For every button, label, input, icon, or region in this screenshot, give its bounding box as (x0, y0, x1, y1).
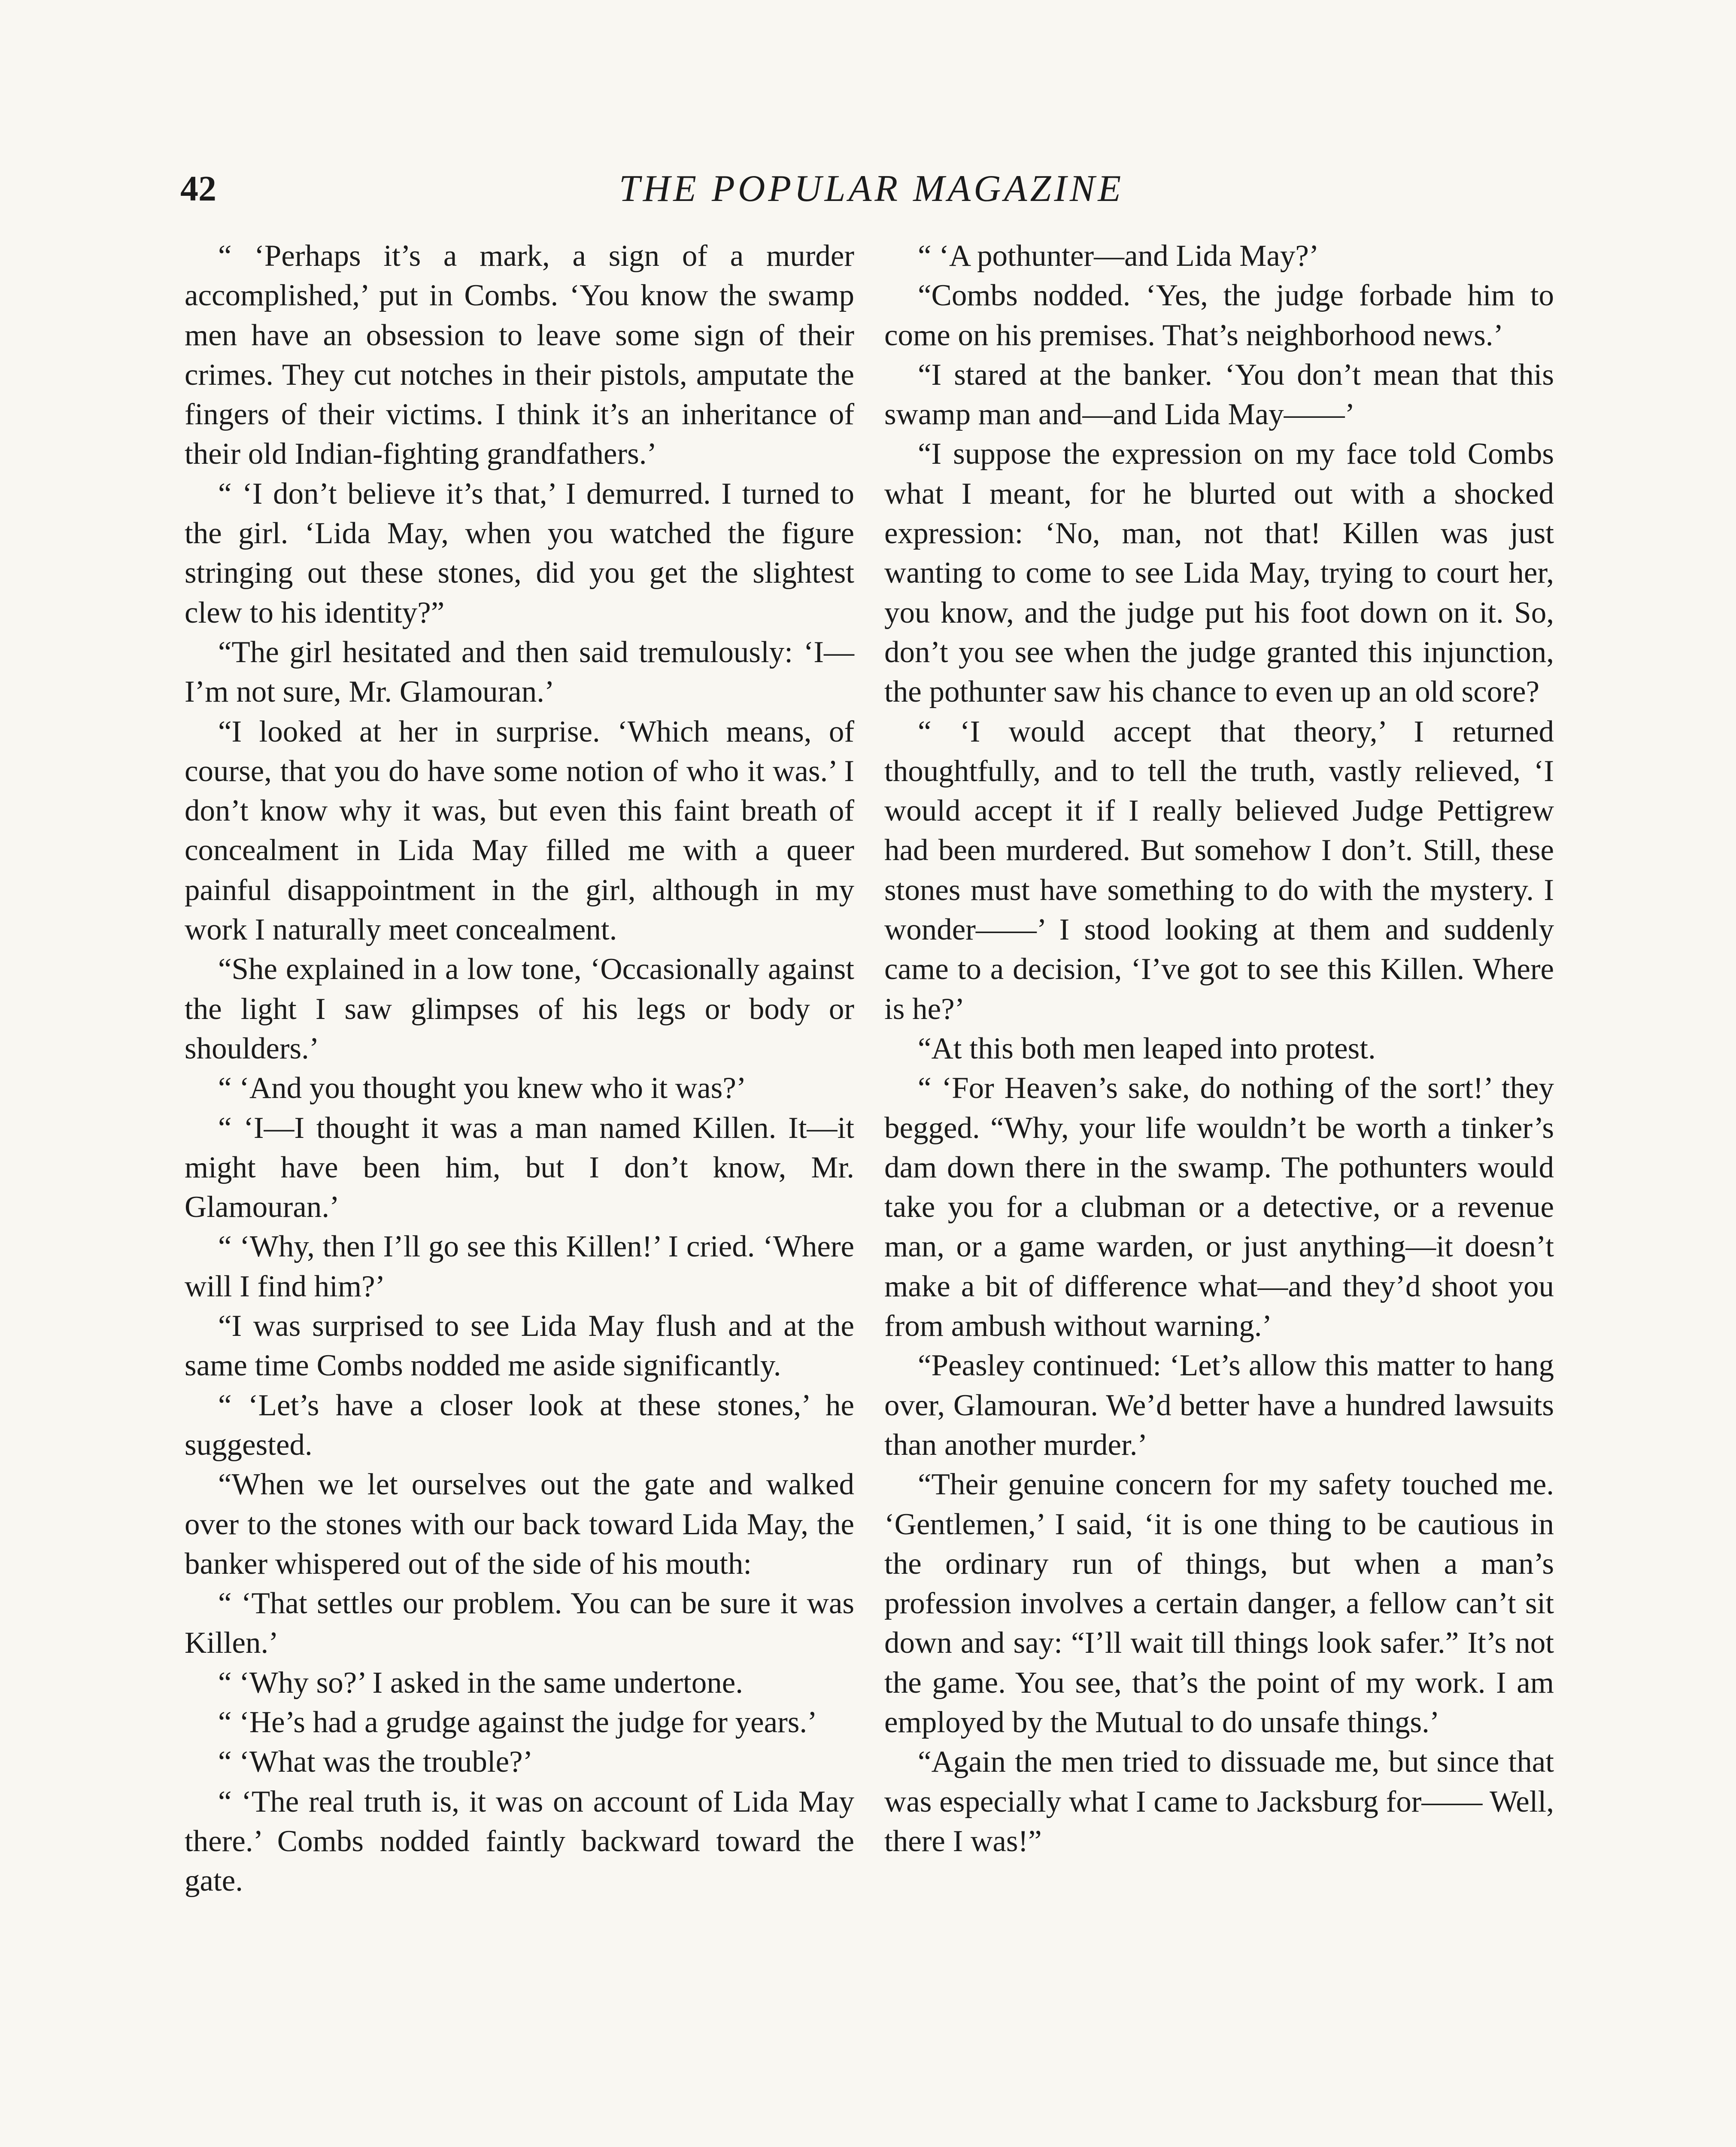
paragraph: “The girl hesitated and then said tremulously: ‘I—I’m not sure, Mr. Glamouran.’ (185, 635, 854, 709)
page-number: 42 (180, 169, 216, 209)
paragraph: “I stared at the banker. ‘You don’t mean that this swamp man and—and Lida May——’ (884, 358, 1554, 432)
paragraph: “ ‘A pothunter—and Lida May?’ (918, 239, 1319, 273)
page-header (180, 159, 1563, 219)
paragraph: “I looked at her in surprise. ‘Which means, of course, that you do have some notion of who it was.’ I don’t know why it was, but even this faint breath of concealment in Lida May filled me with a queer painful disappointment in the girl, although in my work I naturally meet concealment. (185, 715, 854, 947)
paragraph: “I suppose the expression on my face told Combs what I meant, for he blurted out with a shocked expression: ‘No, man, not that! Killen was just wanting to come to see Lida May, trying to court her, you know, and the judge put his foot down on it. So, don’t you see when the judge granted this injunction, the pothunter saw his chance to even up an old score? (884, 437, 1554, 709)
paragraph: “ ‘What was the trouble?’ (218, 1745, 533, 1779)
paragraph: “Combs nodded. ‘Yes, the judge forbade him to come on his premises. That’s neighborhood news.’ (884, 279, 1554, 352)
paragraph: “When we let ourselves out the gate and walked over to the stones with our back toward Lida May, the banker whispered out of the side of his mouth: (185, 1468, 854, 1581)
right-column (884, 236, 1554, 1861)
paragraph: “ ‘I—I thought it was a man named Killen. It—it might have been him, but I don’t know, Mr. Glamouran.’ (185, 1111, 854, 1224)
paragraph: “She explained in a low tone, ‘Occasionally against the light I saw glimpses of his legs or body or shoulders.’ (185, 952, 854, 1065)
paragraph: “ ‘I would accept that theory,’ I returned thoughtfully, and to tell the truth, vastly relieved, ‘I would accept it if I really believed Judge Pettigrew had been murdered. But somehow I don’t. Still, these stones must have something to do with the mystery. I wonder——’ I stood looking at them and suddenly came to a decision, ‘I’ve got to see this Killen. Where is he?’ (884, 715, 1554, 1026)
paragraph: “ ‘That settles our problem. You can be sure it was Killen.’ (185, 1587, 854, 1660)
paragraph: “ ‘Let’s have a closer look at these stones,’ he suggested. (185, 1388, 854, 1462)
paragraph: “ ‘And you thought you knew who it was?’ (218, 1071, 747, 1105)
running-head: THE POPULAR MAGAZINE (619, 168, 1124, 210)
paragraph: “ ‘He’s had a grudge against the judge for years.’ (218, 1705, 817, 1739)
paragraph: “Their genuine concern for my safety touched me. ‘Gentlemen,’ I said, ‘it is one thing to be cautious in the ordinary run of things, but when a man’s profession involves a certain danger, a fellow can’t sit down and say: “I’ll wait till things look safer.” It’s not the game. You see, that’s the point of my work. I am employed by the Mutual to do unsafe things.’ (884, 1468, 1554, 1739)
left-column (185, 236, 854, 1901)
paragraph: “ ‘Perhaps it’s a mark, a sign of a murder accomplished,’ put in Combs. ‘You know the swamp men have an obsession to leave some sign of their crimes. They cut notches in their pistols, amputate the fingers of their victims. I think it’s an inheritance of their old Indian-fighting grandfathers.’ (185, 239, 854, 471)
paragraph: “ ‘For Heaven’s sake, do nothing of the sort!’ they begged. “Why, your life wouldn’t be worth a tinker’s dam down there in the swamp. The pothunters would take you for a clubman or a detective, or a revenue man, or a game warden, or just anything—it doesn’t make a bit of difference what—and they’d shoot you from ambush without warning.’ (884, 1071, 1554, 1343)
paragraph: “ ‘I don’t believe it’s that,’ I demurred. I turned to the girl. ‘Lida May, when you watched the figure stringing out these stones, did you get the slightest clew to his identity?” (185, 477, 854, 630)
paragraph: “Again the men tried to dissuade me, but since that was especially what I came to Jacksburg for—— Well, there I was!” (884, 1745, 1554, 1858)
paragraph: “ ‘Why so?’ I asked in the same undertone. (218, 1666, 743, 1700)
paragraph: “ ‘The real truth is, it was on account of Lida May there.’ Combs nodded faintly backward toward the gate. (185, 1785, 854, 1898)
paragraph: “ ‘Why, then I’ll go see this Killen!’ I cried. ‘Where will I find him?’ (185, 1230, 854, 1303)
paragraph: “Peasley continued: ‘Let’s allow this matter to hang over, Glamouran. We’d better have a hundred lawsuits than another murder.’ (884, 1349, 1554, 1462)
paragraph: “At this both men leaped into protest. (918, 1031, 1376, 1065)
paragraph: “I was surprised to see Lida May flush and at the same time Combs nodded me aside significantly. (185, 1309, 854, 1383)
